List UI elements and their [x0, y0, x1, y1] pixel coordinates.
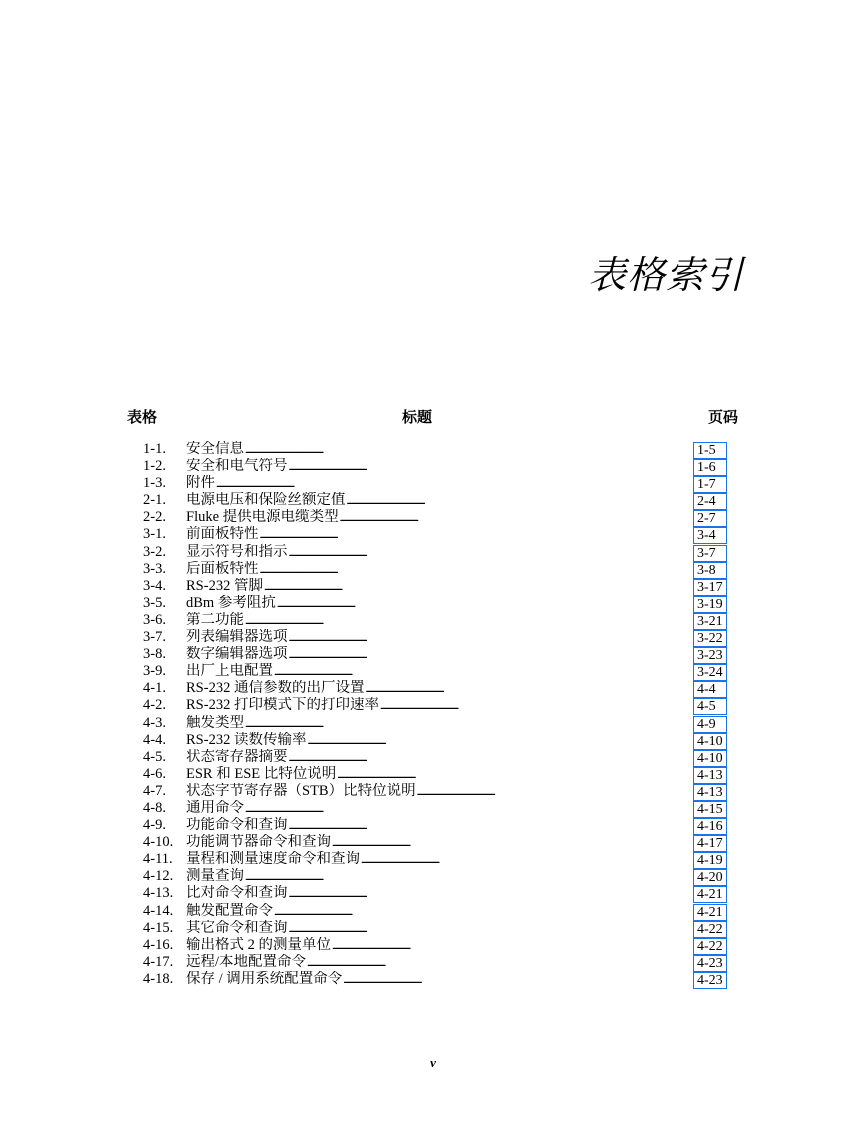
index-entry	[143, 885, 743, 902]
entry-title: 比对命令和查询	[186, 885, 288, 902]
page-link[interactable]: 4-22	[693, 938, 727, 955]
entry-title: RS-232 通信参数的出厂设置	[186, 680, 365, 697]
entry-number: 4-11.	[143, 851, 173, 868]
page-link[interactable]: 3-24	[693, 664, 727, 681]
index-entry	[143, 646, 743, 663]
entry-number: 1-1.	[143, 441, 166, 457]
index-entry	[143, 441, 743, 458]
index-entry	[143, 492, 743, 509]
page-link[interactable]: 1-5	[693, 442, 727, 459]
entry-title: Fluke 提供电源电缆类型	[186, 509, 339, 526]
entry-number: 2-1.	[143, 492, 166, 509]
entry-title: 附件	[186, 475, 215, 492]
entry-title-leader	[186, 526, 685, 544]
entry-title-leader	[186, 680, 685, 698]
entry-number: 2-2.	[143, 509, 166, 526]
entry-number: 3-6.	[143, 611, 166, 628]
page-link[interactable]: 2-7	[693, 510, 727, 527]
index-entry	[143, 663, 743, 680]
page-link[interactable]: 3-21	[693, 613, 727, 630]
entry-title-leader	[186, 458, 685, 476]
entry-title-leader	[186, 783, 685, 801]
page-link[interactable]: 4-15	[693, 801, 727, 818]
entry-number: 1-3.	[143, 475, 166, 492]
page-link[interactable]: 4-20	[693, 869, 727, 886]
page-link[interactable]: 4-23	[693, 955, 727, 972]
page-link[interactable]: 2-4	[693, 493, 727, 510]
entry-title-leader	[186, 868, 685, 886]
table-index-list	[143, 441, 743, 988]
page-link[interactable]: 1-6	[693, 459, 727, 476]
entry-number: 4-12.	[143, 868, 174, 885]
entry-title: ESR 和 ESE 比特位说明	[186, 765, 337, 782]
entry-title-leader	[186, 612, 685, 630]
index-entry	[143, 937, 743, 954]
entry-title-leader	[186, 663, 685, 681]
entry-title-leader	[186, 920, 685, 938]
page-title: 表格索引	[587, 253, 744, 297]
entry-title-leader	[186, 629, 685, 647]
entry-number: 4-10.	[143, 834, 174, 851]
page-link[interactable]: 3-4	[693, 527, 727, 544]
entry-title: 数字编辑器选项	[186, 646, 288, 663]
page-link[interactable]: 4-13	[693, 784, 727, 801]
index-entry	[143, 749, 743, 766]
column-header-title: 标题	[402, 408, 433, 426]
entry-title: 触发类型	[186, 714, 244, 731]
page-number-footer: v	[430, 1055, 436, 1070]
page-link[interactable]: 3-8	[693, 562, 727, 579]
entry-number: 3-8.	[143, 646, 166, 663]
index-entry	[143, 680, 743, 697]
page-link[interactable]: 4-10	[693, 733, 727, 750]
entry-title: RS-232 打印模式下的打印速率	[186, 697, 379, 714]
index-entry	[143, 868, 743, 885]
entry-title: 状态字节寄存器（STB）比特位说明	[186, 782, 416, 799]
entry-title: 安全信息	[186, 441, 244, 457]
entry-title: 列表编辑器选项	[186, 629, 288, 646]
entry-title: 触发配置命令	[186, 902, 273, 919]
entry-number: 3-2.	[143, 543, 166, 560]
page-link[interactable]: 4-19	[693, 852, 727, 869]
entry-title: 远程/本地配置命令	[186, 953, 307, 970]
index-entry	[143, 629, 743, 646]
entry-number: 1-2.	[143, 458, 166, 475]
entry-number: 4-7.	[143, 782, 166, 799]
entry-title: 状态寄存器摘要	[186, 748, 288, 765]
entry-title-leader	[186, 492, 685, 510]
page-link[interactable]: 4-9	[693, 716, 727, 733]
entry-number: 4-15.	[143, 919, 174, 936]
entry-title-leader	[186, 595, 685, 613]
index-entry	[143, 578, 743, 595]
entry-number: 4-14.	[143, 902, 174, 919]
page-link[interactable]: 4-17	[693, 835, 727, 852]
entry-title: 测量查询	[186, 868, 244, 885]
entry-title: RS-232 读数传输率	[186, 731, 307, 748]
page-link[interactable]: 3-7	[693, 545, 727, 562]
entry-number: 4-3.	[143, 714, 166, 731]
entry-title-leader	[186, 885, 685, 903]
page-link[interactable]: 4-21	[693, 904, 727, 921]
page-link[interactable]: 3-17	[693, 579, 727, 596]
entry-number: 4-4.	[143, 731, 166, 748]
entry-title: 第二功能	[186, 611, 244, 628]
entry-title: RS-232 管脚	[186, 577, 263, 594]
entry-number: 3-5.	[143, 594, 166, 611]
entry-number: 3-4.	[143, 577, 166, 594]
entry-title: 通用命令	[186, 799, 244, 816]
page-link[interactable]: 4-10	[693, 750, 727, 767]
entry-number: 4-6.	[143, 765, 166, 782]
index-entry	[143, 475, 743, 492]
entry-number: 4-2.	[143, 697, 166, 714]
entry-number: 3-1.	[143, 526, 166, 543]
entry-title: dBm 参考阻抗	[186, 594, 276, 611]
entry-title-leader	[186, 903, 685, 921]
entry-title: 显示符号和指示	[186, 543, 288, 560]
column-header-page: 页码	[708, 408, 739, 426]
index-entry	[143, 526, 743, 543]
index-entry	[143, 851, 743, 868]
index-entry	[143, 920, 743, 937]
entry-title: 输出格式 2 的测量单位	[186, 936, 331, 953]
entry-title-leader	[186, 971, 685, 989]
page-link[interactable]: 1-7	[693, 476, 727, 493]
entry-title-leader	[186, 937, 685, 955]
index-entry	[143, 595, 743, 612]
entry-number: 4-8.	[143, 799, 166, 816]
entry-title-leader	[186, 732, 685, 750]
entry-title: 功能命令和查询	[186, 817, 288, 834]
index-entry	[143, 509, 743, 526]
entry-number: 4-16.	[143, 936, 174, 953]
entry-title-leader	[186, 697, 685, 715]
column-header-table: 表格	[127, 408, 158, 426]
index-entry	[143, 715, 743, 732]
entry-title-leader	[186, 475, 685, 493]
entry-title-leader	[186, 646, 685, 664]
page-link[interactable]: 4-4	[693, 681, 727, 698]
page-link[interactable]: 4-23	[693, 972, 727, 989]
index-entry	[143, 732, 743, 749]
entry-title-leader	[186, 561, 685, 579]
page-link[interactable]: 3-22	[693, 630, 727, 647]
entry-number: 3-9.	[143, 663, 166, 680]
index-entry	[143, 954, 743, 971]
index-entry	[143, 783, 743, 800]
page-link[interactable]: 4-22	[693, 921, 727, 938]
page-link[interactable]: 4-5	[693, 698, 727, 715]
entry-number: 3-3.	[143, 560, 166, 577]
entry-number: 4-13.	[143, 885, 174, 902]
entry-title-leader	[186, 834, 685, 852]
index-entry	[143, 544, 743, 561]
entry-title-leader	[186, 578, 685, 596]
entry-number: 4-1.	[143, 680, 166, 697]
entry-title-leader	[186, 749, 685, 767]
entry-title: 其它命令和查询	[186, 919, 288, 936]
entry-title-leader	[186, 817, 685, 835]
index-entry	[143, 971, 743, 988]
entry-title-leader	[186, 800, 685, 818]
entry-title: 量程和测量速度命令和查询	[186, 851, 360, 868]
index-entry	[143, 561, 743, 578]
entry-title: 安全和电气符号	[186, 458, 288, 475]
entry-title-leader	[186, 954, 685, 972]
page-link[interactable]: 3-19	[693, 596, 727, 613]
entry-number: 4-18.	[143, 970, 174, 987]
entry-number: 4-17.	[143, 953, 174, 970]
entry-title-leader	[186, 441, 685, 459]
entry-title: 电源电压和保险丝额定值	[186, 492, 346, 509]
page-link[interactable]: 4-16	[693, 818, 727, 835]
index-entry	[143, 800, 743, 817]
index-entry	[143, 766, 743, 783]
entry-title-leader	[186, 544, 685, 562]
page-link[interactable]: 3-23	[693, 647, 727, 664]
entry-title: 功能调节器命令和查询	[186, 834, 331, 851]
entry-number: 4-5.	[143, 748, 166, 765]
entry-title-leader	[186, 851, 685, 869]
entry-title: 前面板特性	[186, 526, 259, 543]
index-entry	[143, 834, 743, 851]
entry-number: 3-7.	[143, 629, 166, 646]
entry-title-leader	[186, 509, 685, 527]
index-entry	[143, 817, 743, 834]
page-link[interactable]: 4-21	[693, 886, 727, 903]
index-entry	[143, 697, 743, 714]
index-entry	[143, 903, 743, 920]
index-entry	[143, 612, 743, 629]
entry-title: 出厂上电配置	[186, 663, 273, 680]
page-link[interactable]: 4-13	[693, 767, 727, 784]
entry-title: 后面板特性	[186, 560, 259, 577]
entry-title-leader	[186, 715, 685, 733]
entry-title: 保存 / 调用系统配置命令	[186, 970, 343, 987]
entry-title-leader	[186, 766, 685, 784]
index-entry	[143, 458, 743, 475]
entry-number: 4-9.	[143, 817, 166, 834]
